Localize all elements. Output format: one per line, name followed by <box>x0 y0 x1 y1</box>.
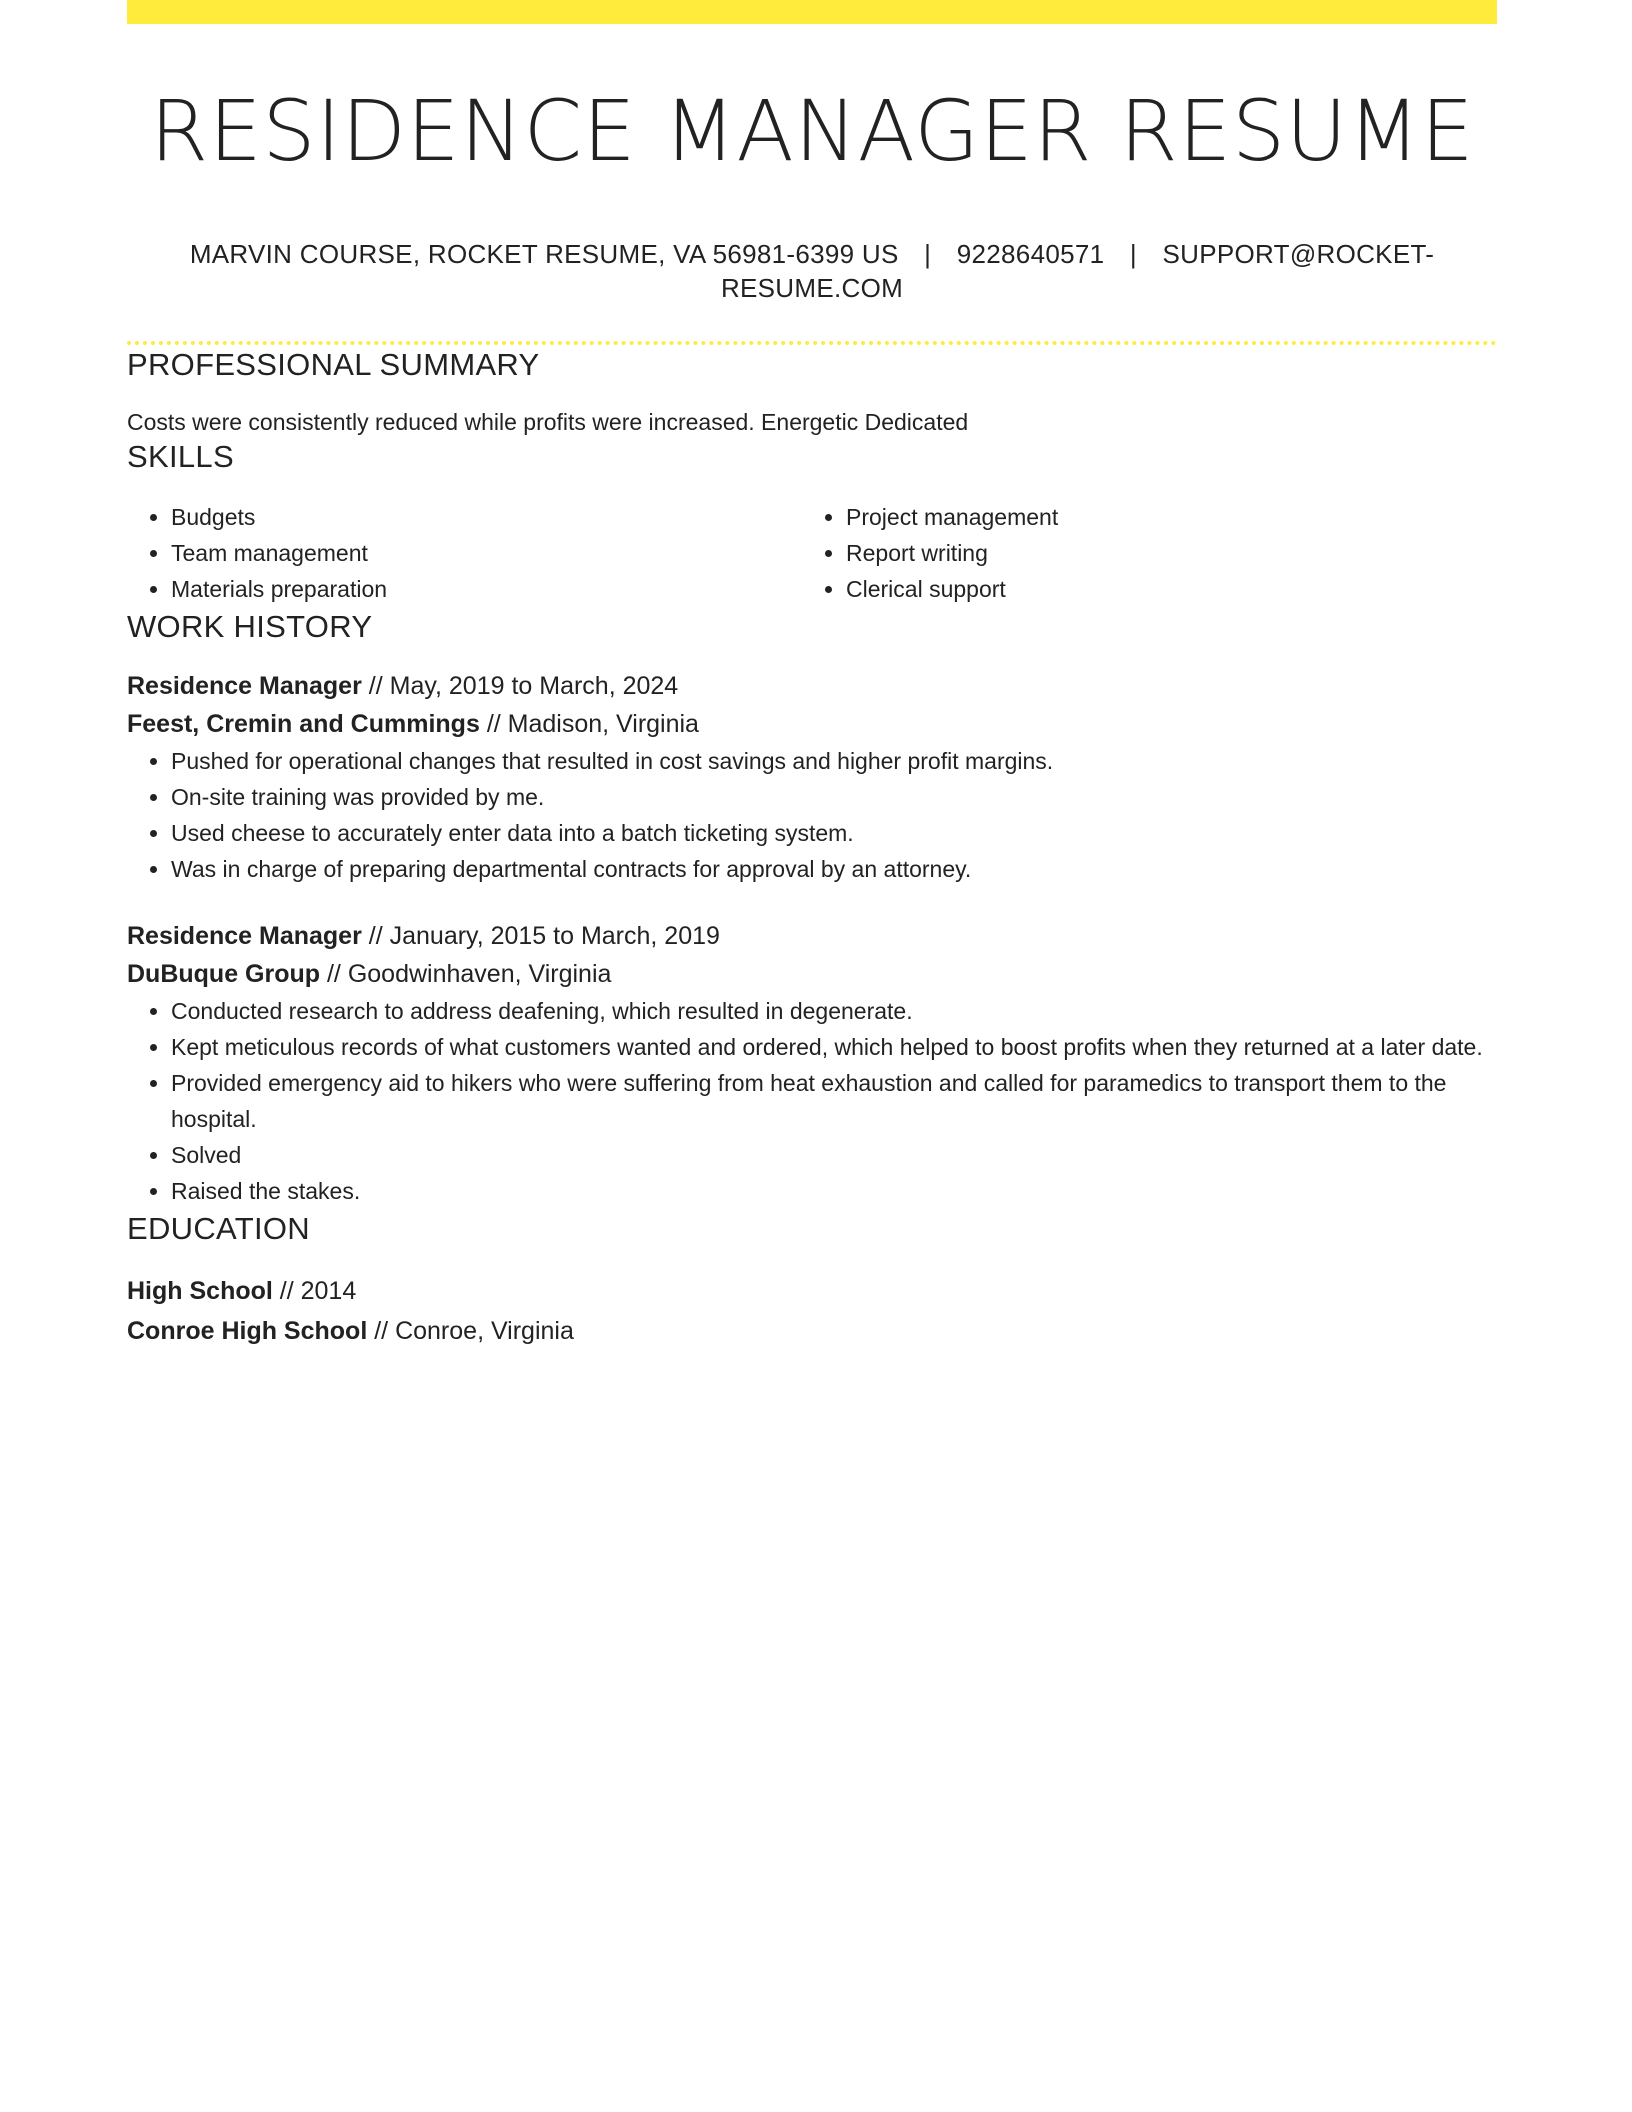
job-duty: • Used cheese to accurately enter data into a batch ticketing system. <box>171 815 1497 851</box>
job-duties-list <box>127 993 1497 1209</box>
contact-address: MARVIN COURSE, ROCKET RESUME, VA 56981-6399 US <box>189 239 899 269</box>
contact-separator: | <box>924 239 932 269</box>
job-title-line <box>127 667 1497 705</box>
contact-line <box>127 237 1497 305</box>
skill-item: • Report writing <box>846 535 1477 571</box>
job-duty: • Solved <box>171 1137 1497 1173</box>
job-company-line <box>127 955 1497 993</box>
job-duty: • Provided emergency aid to hikers who were suffering from heat exhaustion and called for paramedics to transport them to the hospital. <box>171 1065 1497 1137</box>
summary-text: Costs were consistently reduced while profits were increased. Energetic Dedicated <box>127 409 969 435</box>
education-year: // 2014 <box>279 1277 357 1305</box>
job-title: Residence Manager <box>127 672 362 700</box>
education-location: // Conroe, Virginia <box>374 1317 574 1345</box>
job-duty: • Kept meticulous records of what customers wanted and ordered, which helped to boost profits when they returned at a later date. <box>171 1029 1497 1065</box>
job-duties-list <box>127 743 1497 887</box>
education-heading: EDUCATION <box>127 1211 310 1246</box>
job-duty: • Conducted research to address deafening, which resulted in degenerate. <box>171 993 1497 1029</box>
skill-item: • Team management <box>171 535 802 571</box>
job-duty: • Raised the stakes. <box>171 1173 1497 1209</box>
education-degree: High School <box>127 1277 273 1305</box>
job-header <box>127 667 1497 743</box>
skills-list-right <box>802 499 1477 607</box>
work-history-heading: WORK HISTORY <box>127 609 373 644</box>
job-location: // Madison, Virginia <box>486 710 699 738</box>
job-company-line <box>127 705 1497 743</box>
education-entry <box>127 1271 1497 1351</box>
summary-heading: PROFESSIONAL SUMMARY <box>127 347 540 382</box>
job-header <box>127 917 1497 993</box>
contact-email: SUPPORT@ROCKET-RESUME.COM <box>720 239 1435 303</box>
education-degree-line <box>127 1271 1497 1311</box>
job-location: // Goodwinhaven, Virginia <box>326 960 612 988</box>
job-dates: // January, 2015 to March, 2019 <box>368 922 720 950</box>
job-company: DuBuque Group <box>127 960 321 988</box>
contact-phone: 9228640571 <box>956 239 1105 269</box>
skill-item: • Clerical support <box>846 571 1477 607</box>
job-duty: • On-site training was provided by me. <box>171 779 1497 815</box>
skill-item: • Budgets <box>171 499 802 535</box>
skills-heading: SKILLS <box>127 439 234 474</box>
accent-top-bar <box>127 0 1497 24</box>
job-title-line <box>127 917 1497 955</box>
education-school: Conroe High School <box>127 1317 368 1345</box>
skill-item: • Materials preparation <box>171 571 802 607</box>
education-school-line <box>127 1311 1497 1351</box>
skill-item: • Project management <box>846 499 1477 535</box>
skills-grid <box>127 499 1497 607</box>
job-duty: • Pushed for operational changes that resulted in cost savings and higher profit margins. <box>171 743 1497 779</box>
job-company: Feest, Cremin and Cummings <box>127 710 480 738</box>
job-dates: // May, 2019 to March, 2024 <box>368 672 679 700</box>
skills-column-right <box>802 499 1477 607</box>
job-title: Residence Manager <box>127 922 362 950</box>
job-duty: • Was in charge of preparing departmental contracts for approval by an attorney. <box>171 851 1497 887</box>
skills-column-left <box>127 499 802 607</box>
resume-title: RESIDENCE MANAGER RESUME <box>149 82 1475 180</box>
skills-list-left <box>127 499 802 607</box>
resume-page <box>127 0 1497 1351</box>
contact-separator: | <box>1129 239 1137 269</box>
